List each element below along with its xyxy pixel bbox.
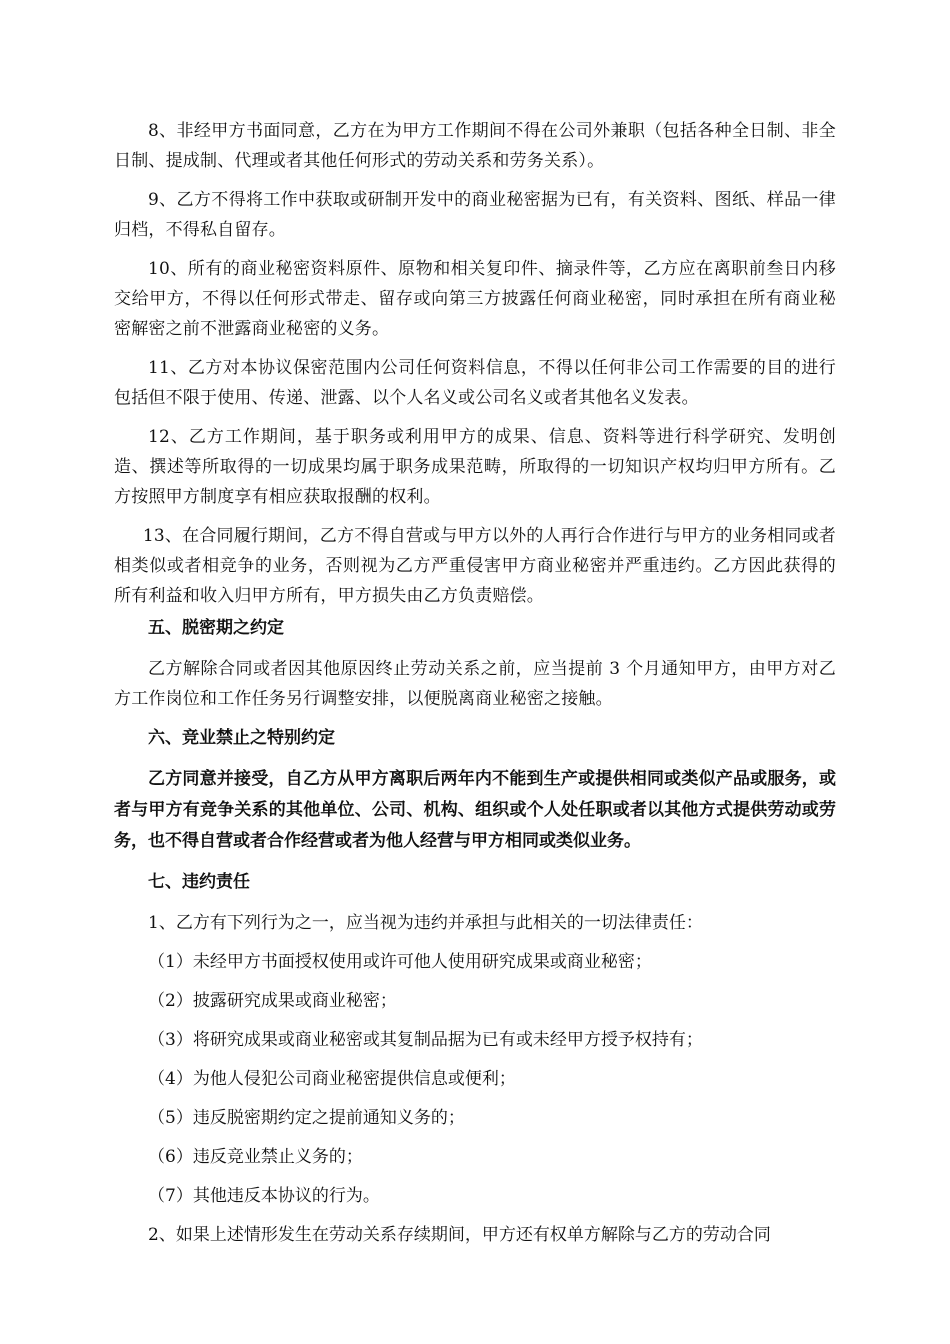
violation-item-3: （3）将研究成果或商业秘密或其复制品据为已有或未经甲方授予权持有； [148,1030,703,1050]
violation-item-4: （4）为他人侵犯公司商业秘密提供信息或便利； [148,1069,516,1089]
clause-13: 13、在合同履行期间，乙方不得自营或与甲方以外的人再行合作进行与甲方的业务相同或者相类似或者相竞争的业务，否则视为乙方严重侵害甲方商业秘密并严重违约。乙方因此获得的所有利益和收入归甲方所有，甲方损失由乙方负责赔偿。 [114,526,836,606]
section-7-heading: 七、违约责任 [148,872,250,892]
document-body [114,116,836,1259]
section-5-body: 乙方解除合同或者因其他原因终止劳动关系之前，应当提前 3 个月通知甲方，由甲方对乙方工作岗位和工作任务另行调整安排，以便脱离商业秘密之接触。 [114,659,836,709]
section-7-clause-1: 1、乙方有下列行为之一，应当视为违约并承担与此相关的一切法律责任： [148,913,703,933]
clause-12: 12、乙方工作期间，基于职务或利用甲方的成果、信息、资料等进行科学研究、发明创造、撰述等所取得的一切成果均属于职务成果范畴，所取得的一切知识产权均归甲方所有。乙方按照甲方制度享有相应获取报酬的权利。 [114,427,836,507]
violation-item-1: （1）未经甲方书面授权使用或许可他人使用研究成果或商业秘密； [148,952,652,972]
section-6-heading: 六、竞业禁止之特别约定 [148,728,335,748]
violation-item-7: （7）其他违反本协议的行为。 [148,1186,380,1206]
section-7-clause-2: 2、如果上述情形发生在劳动关系存续期间，甲方还有权单方解除与乙方的劳动合同 [148,1225,771,1245]
violation-item-6: （6）违反竞业禁止义务的； [148,1147,363,1167]
section-6-body: 乙方同意并接受，自乙方从甲方离职后两年内不能到生产或提供相同或类似产品或服务，或者与甲方有竞争关系的其他单位、公司、机构、组织或个人处任职或者以其他方式提供劳动或劳务，也不得自营或者合作经营或者为他人经营与甲方相同或类似业务。 [114,769,836,851]
clause-8: 8、非经甲方书面同意，乙方在为甲方工作期间不得在公司外兼职（包括各种全日制、非全日制、提成制、代理或者其他任何形式的劳动关系和劳务关系）。 [114,121,836,171]
violation-item-2: （2）披露研究成果或商业秘密； [148,991,397,1011]
clause-11: 11、乙方对本协议保密范围内公司任何资料信息，不得以任何非公司工作需要的目的进行包括但不限于使用、传递、泄露、以个人名义或公司名义或者其他名义发表。 [114,358,836,408]
section-5-heading: 五、脱密期之约定 [148,618,284,638]
clause-10: 10、所有的商业秘密资料原件、原物和相关复印件、摘录件等，乙方应在离职前叁日内移交给甲方，不得以任何形式带走、留存或向第三方披露任何商业秘密，同时承担在所有商业秘密解密之前不泄露商业秘密的义务。 [114,259,836,339]
clause-9: 9、乙方不得将工作中获取或研制开发中的商业秘密据为已有，有关资料、图纸、样品一律归档，不得私自留存。 [114,190,836,240]
violation-item-5: （5）违反脱密期约定之提前通知义务的； [148,1108,465,1128]
